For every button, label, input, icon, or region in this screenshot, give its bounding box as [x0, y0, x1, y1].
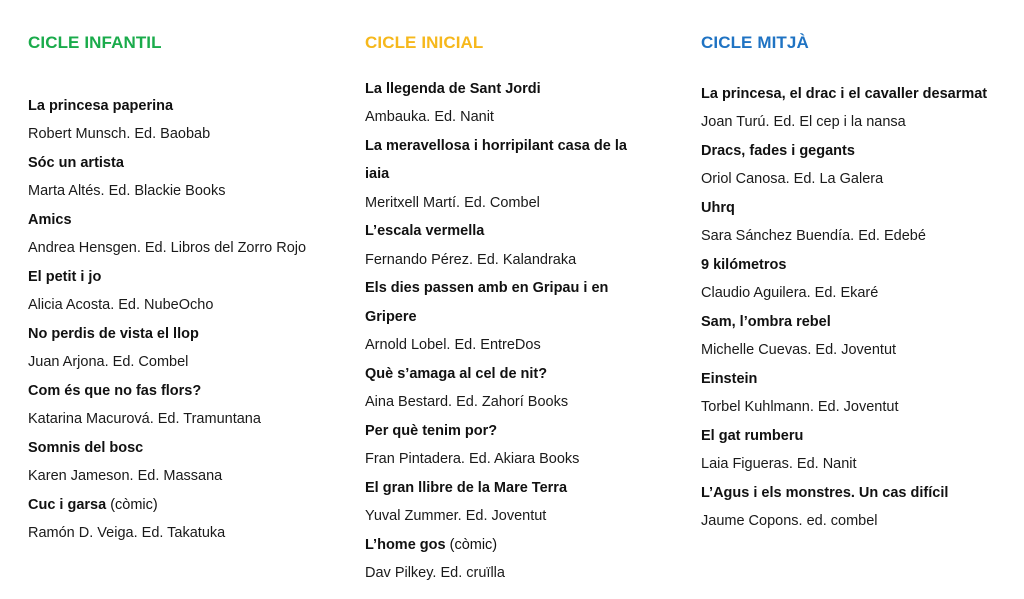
book-title: El petit i jo: [28, 268, 102, 285]
book-item: [701, 308, 1001, 365]
book-item: [365, 474, 655, 531]
book-title: 9 kilómetros: [701, 256, 787, 273]
book-list: [28, 92, 318, 548]
book-author: Andrea Hensgen. Ed. Libros del Zorro Rojo: [28, 240, 307, 256]
book-title: Què s’amaga al cel de nit?: [365, 365, 548, 382]
book-item: [701, 80, 1001, 137]
book-item: [28, 206, 318, 263]
book-title: El gran llibre de la Mare Terra: [365, 479, 568, 496]
book-author: Ambauka. Ed. Nanit: [365, 109, 494, 125]
book-item: [365, 360, 655, 417]
book-title: La llegenda de Sant Jordi: [365, 80, 541, 97]
book-title: L’escala vermella: [365, 223, 485, 239]
book-item: [701, 137, 1001, 194]
book-author: Laia Figueras. Ed. Nanit: [701, 456, 857, 472]
book-author: Jaume Copons. ed. combel: [701, 513, 878, 529]
book-item: [28, 149, 318, 206]
book-title: No perdis de vista el llop: [28, 325, 199, 342]
book-title: Cuc i garsa (còmic): [28, 496, 158, 513]
book-author: Fran Pintadera. Ed. Akiara Books: [365, 451, 580, 467]
book-item: [28, 92, 318, 149]
book-author: Torbel Kuhlmann. Ed. Joventut: [701, 399, 899, 415]
book-author: Joan Turú. Ed. El cep i la nansa: [701, 114, 906, 130]
book-title: Com és que no fas flors?: [28, 382, 202, 399]
book-author: Meritxell Martí. Ed. Combel: [365, 194, 540, 211]
book-title: La princesa paperina: [28, 97, 174, 114]
book-author: Marta Altés. Ed. Blackie Books: [28, 183, 226, 199]
book-title: Sóc un artista: [28, 154, 124, 171]
column-heading: CICLE MITJÀ: [701, 33, 809, 53]
book-title: Amics: [28, 211, 72, 228]
book-author: Yuval Zummer. Ed. Joventut: [365, 508, 547, 524]
book-title: Uhrq: [701, 199, 735, 216]
book-list: [365, 75, 655, 588]
column-heading: CICLE INICIAL: [365, 33, 484, 53]
book-title: Somnis del bosc: [28, 439, 144, 456]
book-author: Dav Pilkey. Ed. cruïlla: [365, 565, 505, 581]
book-author: Fernando Pérez. Ed. Kalandraka: [365, 251, 577, 268]
book-author: Karen Jameson. Ed. Massana: [28, 468, 223, 484]
book-author: Aina Bestard. Ed. Zahorí Books: [365, 394, 569, 410]
book-author: Robert Munsch. Ed. Baobab: [28, 126, 211, 142]
book-author: Michelle Cuevas. Ed. Joventut: [701, 342, 897, 358]
book-author: Claudio Aguilera. Ed. Ekaré: [701, 285, 879, 301]
book-item: [365, 75, 655, 132]
book-item: [365, 531, 655, 588]
book-item: [365, 274, 655, 360]
book-item: [365, 417, 655, 474]
book-title: Dracs, fades i gegants: [701, 142, 855, 159]
book-title: Einstein: [701, 370, 758, 387]
book-author: Alicia Acosta. Ed. NubeOcho: [28, 297, 214, 313]
book-format-note: (còmic): [449, 536, 498, 553]
book-item: [701, 251, 1001, 308]
book-item: [701, 479, 1001, 536]
book-author: Juan Arjona. Ed. Combel: [28, 354, 189, 370]
book-title: L’Agus i els monstres. Un cas difícil: [701, 484, 949, 501]
book-title: La princesa, el drac i el cavaller desarmat: [701, 85, 988, 102]
book-item: [365, 217, 655, 274]
book-title: La meravellosa i horripilant casa de la iaia: [365, 137, 627, 182]
book-item: [701, 194, 1001, 251]
book-title: El gat rumberu: [701, 427, 804, 444]
book-author: Katarina Macurová. Ed. Tramuntana: [28, 411, 261, 427]
book-item: [28, 263, 318, 320]
book-item: [701, 365, 1001, 422]
book-item: [28, 491, 318, 548]
book-list: [701, 80, 1001, 536]
book-title: L’home gos (còmic): [365, 536, 498, 553]
book-format-note: (còmic): [110, 496, 158, 513]
book-author: Arnold Lobel. Ed. EntreDos: [365, 337, 541, 353]
book-author: Ramón D. Veiga. Ed. Takatuka: [28, 525, 226, 541]
book-title: Sam, l’ombra rebel: [701, 313, 831, 330]
book-item: [701, 422, 1001, 479]
book-title: Els dies passen amb en Gripau i en Gripere: [365, 280, 609, 325]
book-title: Per què tenim por?: [365, 422, 498, 439]
book-item: [365, 132, 655, 218]
book-item: [28, 434, 318, 491]
book-item: [28, 320, 318, 377]
book-author: Sara Sánchez Buendía. Ed. Edebé: [701, 228, 926, 244]
column-heading: CICLE INFANTIL: [28, 33, 162, 53]
book-item: [28, 377, 318, 434]
book-author: Oriol Canosa. Ed. La Galera: [701, 171, 884, 187]
